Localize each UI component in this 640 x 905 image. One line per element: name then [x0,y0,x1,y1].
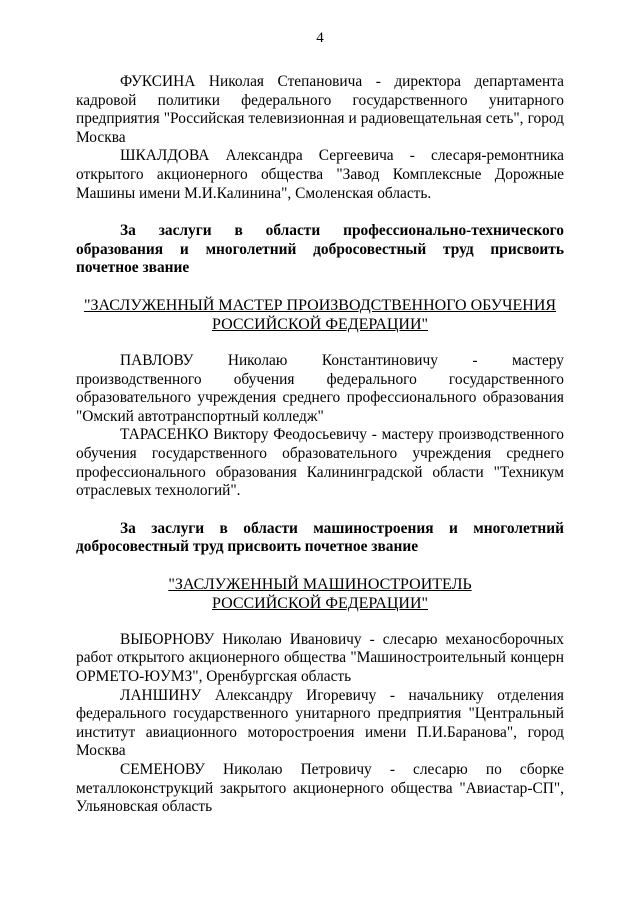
section-heading-education: За заслуги в области профессионально-технического образования и многолетний добросовестный труд присвоить почетное звание [76,222,564,277]
section-heading-engineering: За заслуги в области машиностроения и многолетний добросовестный труд присвоить почетное звание [76,519,564,556]
award-entry-fuksin: ФУКСИНА Николая Степановича - директора департамента кадровой политики федерального государственного унитарного предприятия "Российская телевизионная и радиовещательная сеть", город Москва [76,73,564,146]
award-entry-shkaldov: ШКАЛДОВА Александра Сергеевича - слесаря-ремонтника открытого акционерного общества "Завод Комплексные Дорожные Машины имени М.И.Калинина", Смоленская область. [76,147,564,202]
award-entry-pavlov: ПАВЛОВУ Николаю Константиновичу - мастеру производственного обучения федерального государственного образовательного учреждения среднего профессионального образования "Омский автотранспортный колледж" [76,351,564,425]
honorary-title-line: "ЗАСЛУЖЕННЫЙ МАСТЕР ПРОИЗВОДСТВЕННОГО ОБУЧЕНИЯ [83,296,557,314]
honorary-title-line: РОССИЙСКОЙ ФЕДЕРАЦИИ" [211,595,429,613]
honorary-title-line: РОССИЙСКОЙ ФЕДЕРАЦИИ" [211,316,429,334]
award-entry-tarasenko: ТАРАСЕНКО Виктору Феодосьевичу - мастеру производственного обучения государственного образовательного учреждения среднего профессионального образования Калининградской области "Техникум отраслевых технологий". [76,426,564,500]
award-entry-semenov: СЕМЕНОВУ Николаю Петровичу - слесарю по сборке металлоконструкций закрытого акционерного общества "Авиастар-СП", Ульяновская область [76,761,564,816]
award-entry-lanshin: ЛАНШИНУ Александру Игоревичу - начальнику отделения федерального государственного унитарного предприятия "Центральный институт авиационного моторостроения имени П.И.Баранова", город Москва [76,686,564,760]
document-body [76,73,564,817]
page-number: 4 [316,30,324,46]
honorary-title-line: "ЗАСЛУЖЕННЫЙ МАШИНОСТРОИТЕЛЬ [168,575,472,593]
award-entry-vybornov: ВЫБОРНОВУ Николаю Ивановичу - слесарю механосборочных работ открытого акционерного общества "Машиностроительный концерн ОРМЕТО-ЮУМЗ", Оренбургская область [76,630,564,686]
honorary-title-master [76,296,564,335]
honorary-title-engineer [76,575,564,614]
